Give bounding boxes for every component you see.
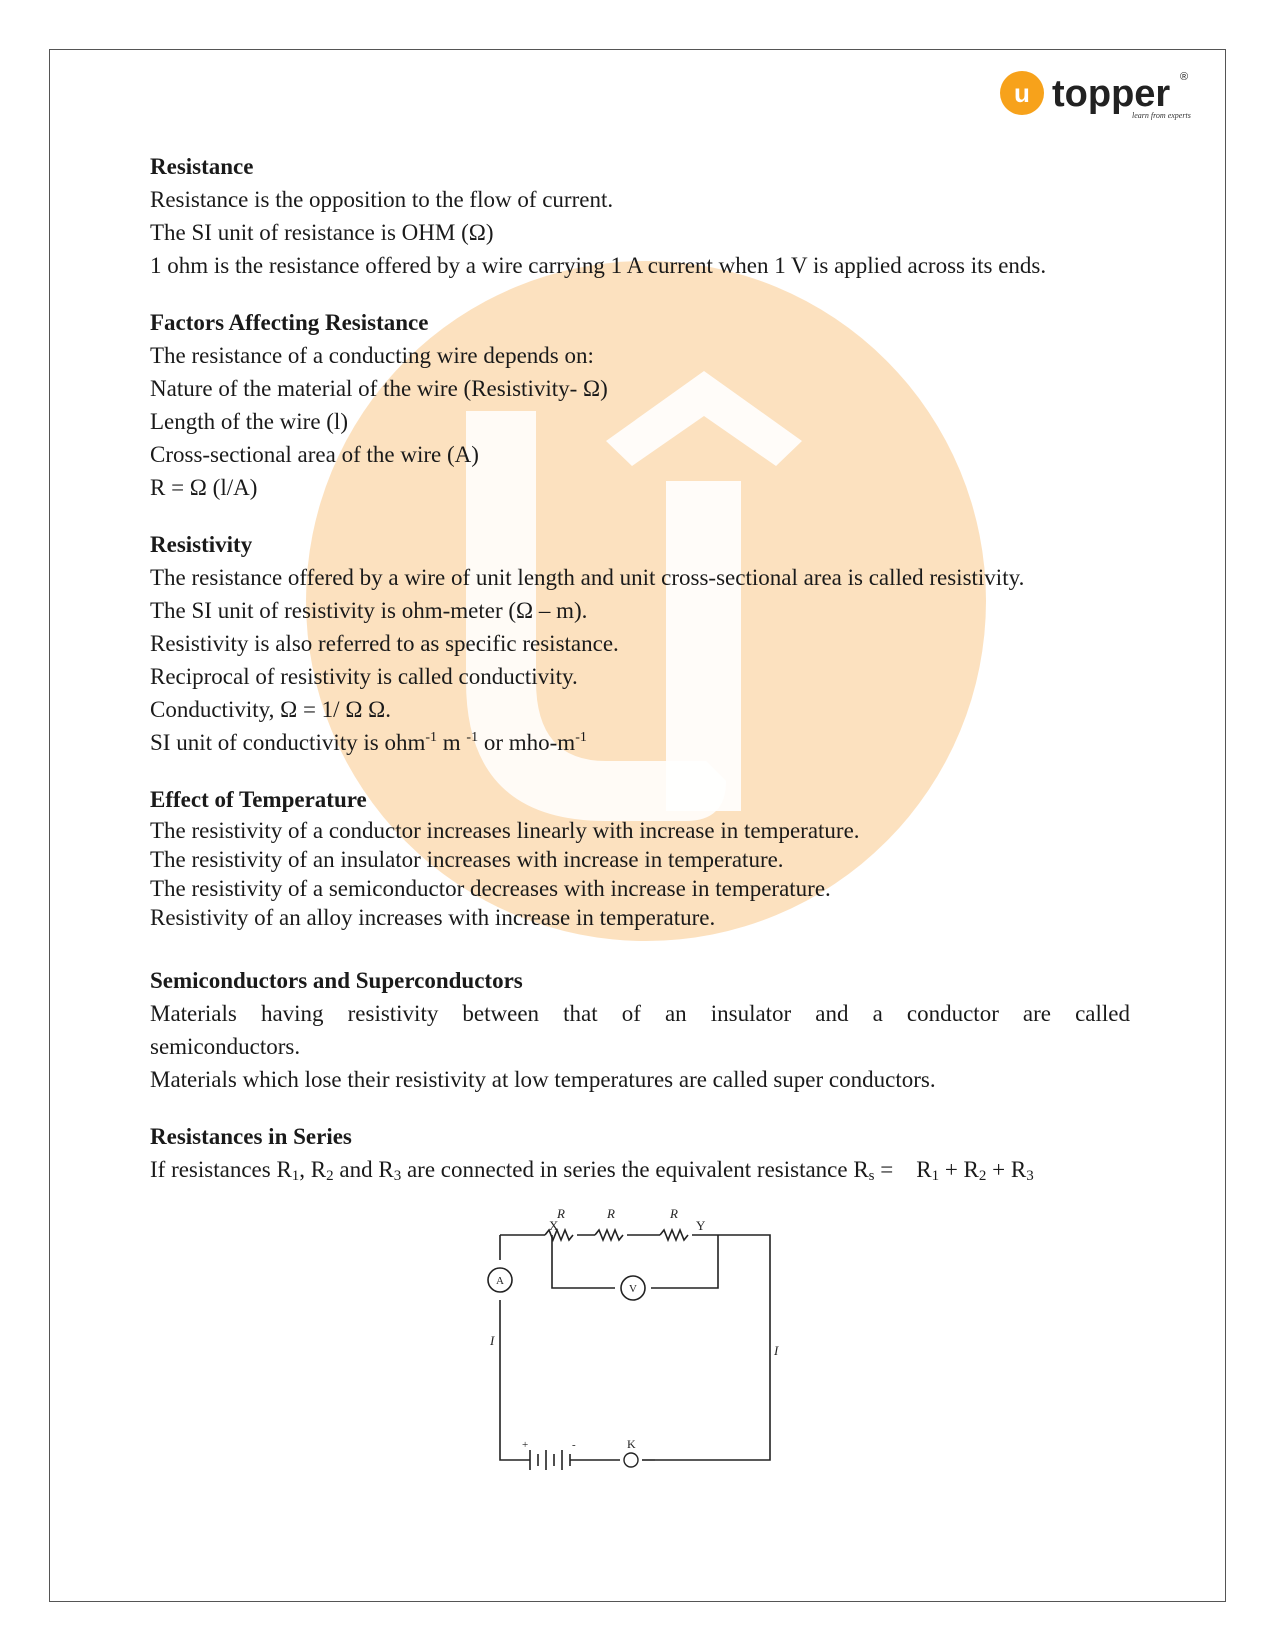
- wire: [500, 1300, 530, 1460]
- superscript: -1: [425, 730, 438, 745]
- section-resistance: [150, 150, 1130, 282]
- text-line: 1 ohm is the resistance offered by a wire carrying 1 A current when 1 V is applied across its ends.: [150, 253, 1047, 278]
- brand-name: topper: [1052, 73, 1171, 115]
- text-span: , R: [299, 1157, 327, 1182]
- brand-tagline: learn from experts: [1132, 111, 1191, 120]
- text-span: If resistances R: [150, 1157, 292, 1182]
- brand-mark-letter: u: [1014, 78, 1030, 108]
- section-temperature: [150, 783, 1130, 932]
- text-line: Conductivity, Ω = 1/ Ω Ω.: [150, 697, 392, 722]
- label-r3: R: [670, 1206, 678, 1221]
- brand-mark: [1000, 68, 1200, 128]
- voltmeter-wire: [651, 1235, 718, 1288]
- label-plus: +: [522, 1439, 529, 1451]
- text-line: Nature of the material of the wire (Resistivity- Ω): [150, 376, 608, 401]
- label-x: X: [549, 1218, 559, 1233]
- superscript: -1: [466, 730, 479, 745]
- formula-line: R = Ω (l/A): [150, 475, 258, 500]
- registered-mark: ®: [1180, 71, 1189, 83]
- label-voltmeter: V: [629, 1283, 637, 1295]
- label-current-left: I: [490, 1333, 495, 1348]
- label-minus: -: [572, 1439, 576, 1451]
- subscript: 3: [393, 1168, 402, 1184]
- heading-resistivity: Resistivity: [150, 532, 253, 557]
- subscript: 1: [931, 1168, 940, 1184]
- text-line: Resistivity is also referred to as specific resistance.: [150, 631, 619, 656]
- label-r2: R: [607, 1206, 615, 1221]
- text-line: The SI unit of resistance is OHM (Ω): [150, 220, 494, 245]
- text-span: + R: [986, 1157, 1027, 1182]
- text-span: or mho-m: [478, 730, 576, 755]
- label-key: K: [627, 1437, 636, 1451]
- topper-logo: [1000, 68, 1200, 128]
- wire: [655, 1235, 770, 1460]
- resistor-r2: [595, 1230, 623, 1240]
- series-formula-line: [150, 1153, 1130, 1186]
- subscript: s: [868, 1168, 875, 1184]
- text-span: SI unit of conductivity is ohm: [150, 730, 426, 755]
- text-line: semiconductors.: [150, 1034, 301, 1059]
- text-line: The resistivity of a conductor increases linearly with increase in temperature.: [150, 818, 860, 843]
- section-resistivity: [150, 528, 1130, 759]
- text-line: Reciprocal of resistivity is called conductivity.: [150, 664, 578, 689]
- section-factors: [150, 306, 1130, 504]
- text-span: are connected in series the equivalent resistance R: [401, 1157, 869, 1182]
- text-line: Cross-sectional area of the wire (A): [150, 442, 479, 467]
- resistor-r3: [660, 1230, 688, 1240]
- heading-resistance: Resistance: [150, 154, 254, 179]
- text-line: The resistance offered by a wire of unit length and unit cross-sectional area is called resistivity.: [150, 565, 1025, 590]
- text-line: The SI unit of resistivity is ohm-meter (Ω – m).: [150, 598, 588, 623]
- text-line: The resistance of a conducting wire depends on:: [150, 343, 594, 368]
- text-line: The resistivity of a semiconductor decreases with increase in temperature.: [150, 876, 831, 901]
- label-y: Y: [696, 1218, 706, 1233]
- text-span: and R: [333, 1157, 394, 1182]
- heading-series: Resistances in Series: [150, 1124, 352, 1149]
- text-line: Materials which lose their resistivity at low temperatures are called super conductors.: [150, 1067, 936, 1092]
- subscript: 2: [978, 1168, 987, 1184]
- voltmeter-wire: [552, 1235, 615, 1288]
- text-line: Resistivity of an alloy increases with increase in temperature.: [150, 905, 716, 930]
- text-line: The resistivity of an insulator increases with increase in temperature.: [150, 847, 784, 872]
- label-r1: R: [557, 1206, 565, 1221]
- battery: [530, 1450, 570, 1470]
- subscript: 1: [291, 1168, 300, 1184]
- series-circuit-diagram: [470, 1200, 780, 1490]
- text-line: Materials having resistivity between that of an insulator and a conductor are called: [150, 1001, 1130, 1026]
- heading-factors: Factors Affecting Resistance: [150, 310, 429, 335]
- label-current-right: I: [774, 1343, 779, 1358]
- text-span: + R: [939, 1157, 979, 1182]
- text-line: Length of the wire (l): [150, 409, 348, 434]
- text-line: Resistance is the opposition to the flow of current.: [150, 187, 614, 212]
- text-span: m: [437, 730, 467, 755]
- superscript: -1: [575, 730, 587, 745]
- heading-temperature: Effect of Temperature: [150, 787, 367, 812]
- si-conductivity-line: [150, 726, 1130, 759]
- section-series: [150, 1120, 1130, 1186]
- label-ammeter: A: [496, 1275, 504, 1287]
- subscript: 3: [1026, 1168, 1034, 1184]
- document-body: [150, 150, 1130, 1210]
- section-semiconductors: [150, 964, 1130, 1096]
- key-circle: [624, 1453, 638, 1467]
- subscript: 2: [326, 1168, 334, 1184]
- text-span: = R: [874, 1157, 932, 1182]
- heading-semiconductors: Semiconductors and Superconductors: [150, 968, 523, 993]
